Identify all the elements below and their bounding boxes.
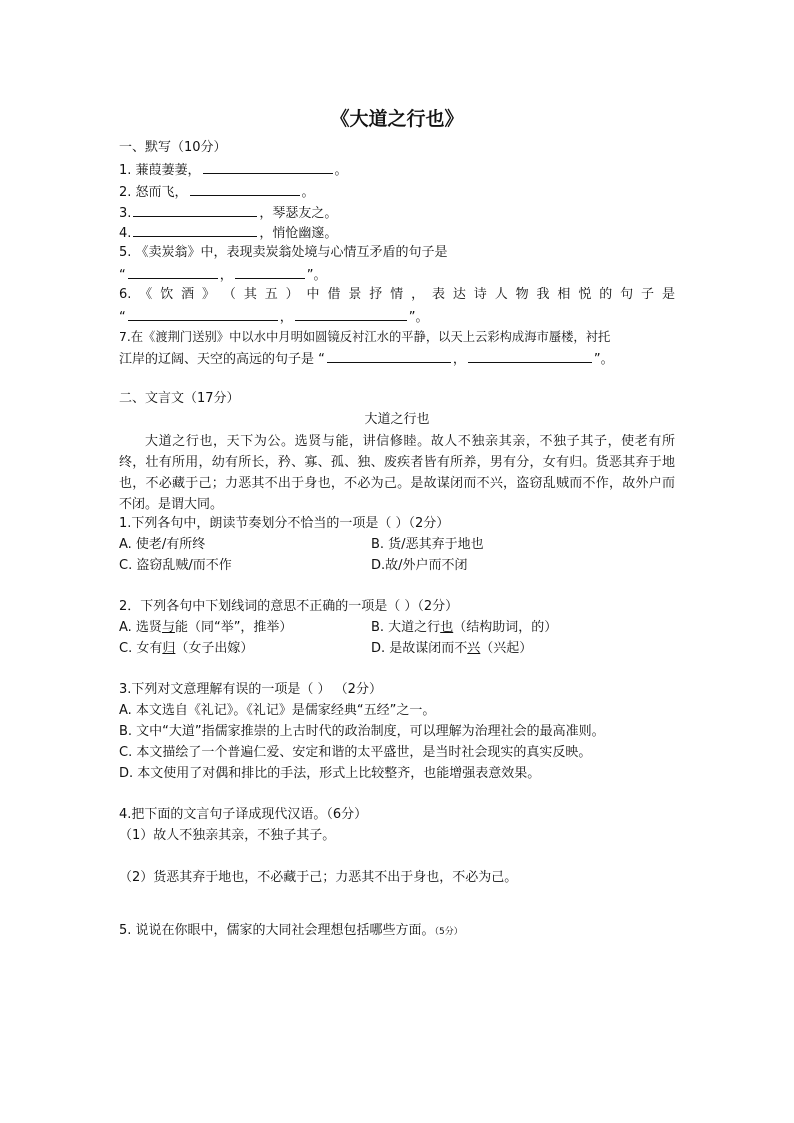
question-4 (119, 222, 337, 244)
q1-text: 1. 蒹葭萋萋， (119, 163, 201, 178)
question-5-line2: “ ， ”。 (119, 264, 327, 286)
q2-3-stem: 3.下列对文意理解有误的一项是（ ） （2分） (119, 682, 382, 697)
answer-blank[interactable] (235, 264, 305, 279)
q2-2-stem: 2．下列各句中下划线词的意思不正确的一项是（ ）（2分） (119, 599, 459, 614)
answer-blank[interactable] (203, 159, 333, 174)
q2-2-option-c[interactable]: C. 女有归（女子出嫁） (119, 641, 254, 656)
q2-1-option-c[interactable]: C. 盗窃乱贼/而不作 (119, 558, 232, 573)
question-6-line1: 6. 《 饮 酒 》 （ 其 五 ） 中 借 景 抒 情 ， 表 达 诗 人 物 我 相 悦 的 句 子 是 (119, 287, 675, 302)
section2-heading: 二、文言文（17分） (119, 391, 240, 406)
question-2 (119, 181, 315, 203)
q2-1-option-d[interactable]: D.故/外户而不闭 (371, 558, 468, 573)
question-6-line2: “ ， ”。 (119, 306, 429, 328)
q2-1-stem: 1.下列各句中，朗读节奏划分不恰当的一项是（ ）（2分） (119, 516, 450, 531)
q1-end: 。 (334, 163, 348, 178)
answer-blank[interactable] (468, 348, 592, 363)
q2-4-stem: 4.把下面的文言句子译成现代汉语。（6分） (119, 807, 368, 822)
question-7-line1: 7.在《渡荆门送别》中以水中月明如圆镜反衬江水的平静，以天上云彩构成海市蜃楼，衬托 (119, 330, 611, 344)
passage-title: 大道之行也 (364, 412, 430, 427)
q3-text: ，琴瑟友之。 (259, 206, 338, 221)
answer-blank[interactable] (190, 181, 300, 196)
q2-1-option-a[interactable]: A. 使老/有所终 (119, 537, 206, 552)
q2-4-sentence-2: （2）货恶其弃于地也，不必藏于己；力恶其不出于身也，不必为己。 (119, 870, 518, 885)
q2-3-option-c[interactable]: C. 本文描绘了一个普遍仁爱、安定和谐的太平盛世，是当时社会现实的真实反映。 (119, 745, 592, 760)
q2-3-option-d[interactable]: D. 本文使用了对偶和排比的手法，形式上比较整齐，也能增强表意效果。 (119, 766, 541, 781)
q2-3-option-b[interactable]: B. 文中“大道”指儒家推崇的上古时代的政治制度，可以理解为治理社会的最高准则。 (119, 724, 605, 739)
q2-5-stem: 5. 说说在你眼中，儒家的大同社会理想包括哪些方面。（5分） (119, 923, 463, 938)
question-1 (119, 159, 348, 181)
q4-num: 4. (119, 226, 132, 241)
q2-2-option-a[interactable]: A. 选贤与能（同“举”，推举） (119, 620, 293, 635)
q2-2-option-b[interactable]: B. 大道之行也（结构助词，的） (371, 620, 558, 635)
answer-blank[interactable] (295, 306, 407, 321)
q2-1-option-b[interactable]: B. 货/恶其弃于地也 (371, 537, 484, 552)
section1-heading: 一、默写（10分） (119, 140, 227, 155)
q2-3-option-a[interactable]: A. 本文选自《礼记》。《礼记》是儒家经典“五经”之一。 (119, 703, 436, 718)
question-3 (119, 202, 337, 224)
q2-4-sentence-1: （1）故人不独亲其亲，不独子其子。 (119, 828, 336, 843)
q3-num: 3. (119, 206, 132, 221)
question-5-line1: 5. 《卖炭翁》中，表现卖炭翁处境与心情互矛盾的句子是 (119, 245, 448, 260)
q2-2-option-d[interactable]: D. 是故谋闭而不兴（兴起） (371, 641, 533, 656)
answer-blank[interactable] (133, 202, 257, 217)
passage-text: 大道之行也，天下为公。选贤与能，讲信修睦。故人不独亲其亲，不独子其子，使老有所终，壮有所用，幼有所长，矜、寡、孤、独、废疾者皆有所养，男有分，女有归。货恶其弃于地也，不必藏于己；力恶其不出于身也，不必为己。是故谋闭而不兴，盗窃乱贼而不作，故外户而不闭。是谓大同。 (119, 434, 675, 512)
answer-blank[interactable] (133, 222, 257, 237)
answer-blank[interactable] (128, 306, 278, 321)
question-7-line2: 江岸的辽阔、天空的高远的句子是 “ ， ”。 (119, 348, 614, 370)
page-title: 《大道之行也》 (330, 108, 464, 130)
q2-5-score: （5分） (434, 927, 463, 937)
q2-end: 。 (301, 185, 315, 200)
q4-text: ，悄怆幽邃。 (259, 226, 338, 241)
answer-blank[interactable] (128, 264, 218, 279)
answer-blank[interactable] (327, 348, 451, 363)
q2-text: 2. 怒而飞， (119, 185, 188, 200)
